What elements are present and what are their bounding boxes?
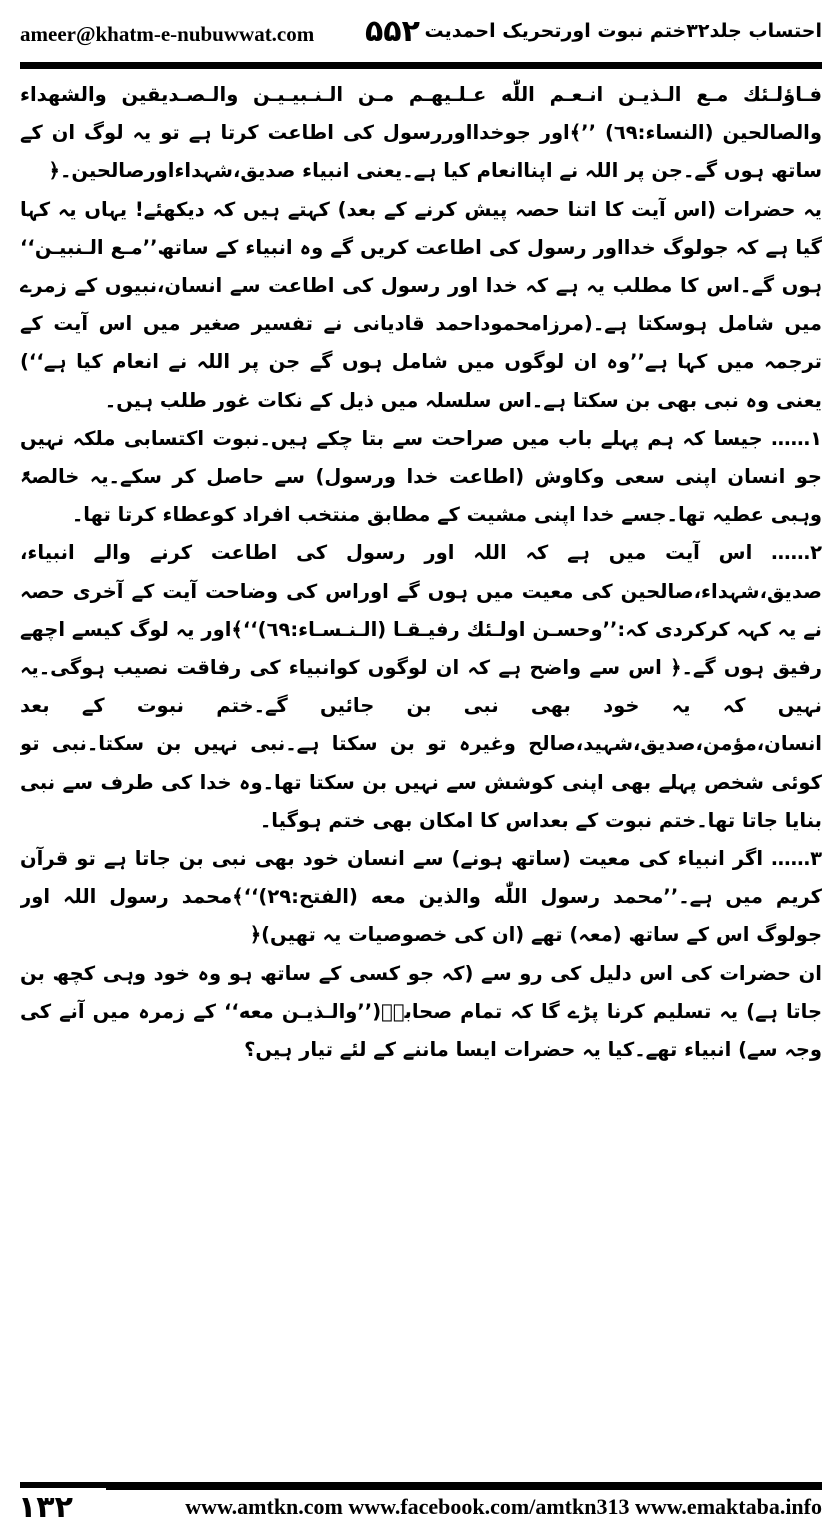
footer-rule — [20, 1482, 822, 1490]
page-body — [20, 76, 822, 1466]
footer-urls: www.amtkn.com www.facebook.com/amtkn313 www.emaktaba.info — [185, 1494, 822, 1519]
header-rule — [20, 62, 822, 69]
paragraph-point-3: ۳…… اگر انبیاء کی معیت (ساتھ ہونے) سے انسان خود بھی نبی بن جاتا ہے تو قرآن کریم میں ہے۔’’محمد رسول اللّٰه والذين معه (الفتح:۲۹)‘‘﴾محمد رسول اللہ اور جولوگ اس کے ساتھ (معہ) تھے (ان کی خصوصیات یہ تھیں)﴿ — [20, 847, 822, 947]
paragraph-verse: فـاؤلـئك مـع الـذيـن انـعـم اللّٰه عـلـيهـم مـن الـنـبيـيـن والـصـديقين والشهداء والصالحين (النساء:٦٩) ’’﴾اور جوخدااوررسول کی اطاعت کرتا ہے تو یہ لوگ ان کے ساتھ ہوں گے۔جن پر اللہ نے اپناانعام کیا ہے۔یعنی انبیاء صدیق،شہداءاورصالحین۔﴿ — [20, 83, 822, 183]
paragraph-point-1: ۱…… جیسا کہ ہم پہلے باب میں صراحت سے بتا چکے ہیں۔نبوت اکتسابی ملکہ نہیں جو انسان اپنی سعی وکاوش (اطاعت خدا ورسول) سے حاصل کر سکے۔یہ خالصۃً وہبی عطیہ تھا۔جسے خدا اپنی مشیت کے مطابق منتخب افراد کوعطاء کرتا تھا۔ — [20, 426, 822, 527]
header-title: احتساب جلد۳۲ختم نبوت اورتحریک احمدیت — [424, 20, 822, 42]
paragraph-conclusion: ان حضرات کی اس دلیل کی رو سے (کہ جو کسی کے ساتھ ہو وہ خود وہی کچھ بن جاتا ہے) یہ تسلیم کرنا پڑے گا کہ تمام صحابہؓ(’’والـذيـن معه‘‘ کے زمرہ میں آنے کی وجہ سے) انبیاء تھے۔کیا یہ حضرات ایسا ماننے کے لئے تیار ہیں؟ — [20, 961, 822, 1062]
paragraph-point-2: ۲…… اس آیت میں ہے کہ اللہ اور رسول کی اطاعت کرنے والے انبیاء، صدیق،شہداء،صالحین کی معیت میں ہوں گے اوراس کی وضاحت آیت کے آخری حصہ نے یہ کہہ کرکردی کہ:’’وحسـن اولـئك رفيـقـا (الـنـسـاء:٦٩)‘‘﴾اور یہ لوگ کیسے اچھے رفیق ہوں گے۔﴿ اس سے واضح ہے کہ ان لوگوں کوانبیاء کی رفاقت نصیب ہوگی۔یہ نہیں کہ یہ خود بھی نبی بن جائیں گے۔ختم نبوت کے بعد انسان،مؤمن،صدیق،شہید،صالح وغیرہ تو بن سکتا ہے۔نبی نہیں بن سکتا۔نبی تو کوئی شخص پہلے بھی اپنی کوشش سے نہیں بن سکتا تھا۔وہ خدا کی طرف سے نبی بنایا جاتا تھا۔ختم نبوت کے بعداس کا امکان بھی ختم ہوگیا۔ — [20, 541, 822, 832]
header-email: ameer@khatm-e-nubuwwat.com — [20, 22, 315, 46]
header-page-number: ۵۵۲ — [365, 14, 420, 49]
paragraph-claim: یہ حضرات (اس آیت کا اتنا حصہ پیش کرنے کے بعد) کہتے ہیں کہ دیکھئے! یہاں یہ کہا گیا ہے کہ جولوگ خدااور رسول کی اطاعت کریں گے وہ انبیاء کے ساتھ’’مـع الـنبيـن‘‘ ہوں گے۔اس کا مطلب یہ ہے کہ خدا اور رسول کی اطاعت سے انسان،نبیوں کے زمرے میں شامل ہوسکتا ہے۔(مرزامحموداحمد قادیانی نے تفسیر صغیر میں اس آیت کے ترجمہ میں کہا ہے’’وہ ان لوگوں میں شامل ہوں گے جن پر اللہ نے انعام کیا ہے‘‘) یعنی وہ نبی بھی بن سکتا ہے۔اس سلسلہ میں ذیل کے نکات غور طلب ہیں۔ — [20, 197, 822, 412]
page-header — [20, 10, 822, 62]
footer-page-number: ۱۳۲ — [18, 1488, 106, 1528]
